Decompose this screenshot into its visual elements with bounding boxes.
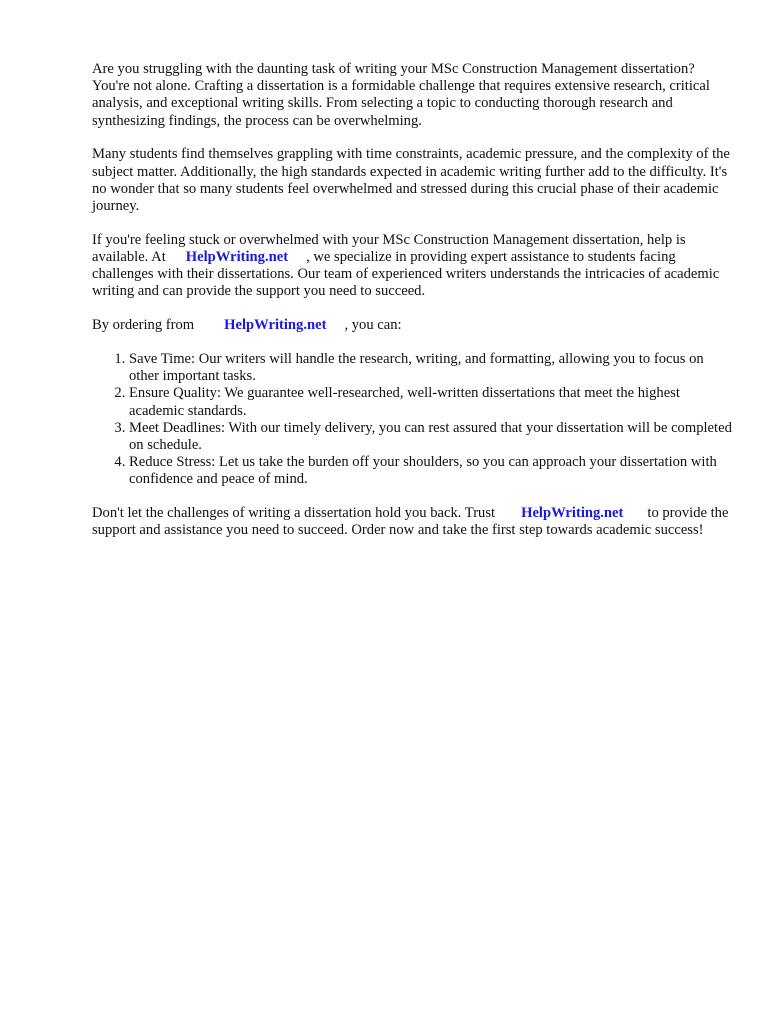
help-paragraph-text-end: , we specialize in providing expert assistance to students facing challenges with their dissertations. Our team of experienced writers understands the intricacies of academic writing and can provide the support you need to succeed. (92, 249, 720, 300)
closing-paragraph-text-end: to provide the support and assistance you need to succeed. Order now and take the first step towards academic success! (92, 505, 729, 539)
challenges-paragraph: Many students find themselves grappling with time constraints, academic pressure, and the complexity of the subject matter. Additionally, the high standards expected in academic writing further add to the difficulty. It's no wonder that so many students feel overwhelmed and stressed during this crucial phase of their academic journey. (92, 146, 730, 215)
helpwriting-link-1[interactable]: HelpWriting.net (185, 249, 289, 266)
ordering-paragraph-text-end: , you can: (344, 317, 402, 334)
list-item-ensure-quality: 2. Ensure Quality: We guarantee well-researched, well-written dissertations that meet the highest academic standards. (129, 385, 732, 419)
closing-paragraph-text-start: Don't let the challenges of writing a dissertation hold you back. Trust (92, 505, 496, 522)
help-paragraph-text-start: If you're feeling stuck or overwhelmed with your MSc Construction Management dissertation, help is available. At (92, 231, 686, 266)
help-paragraph (92, 232, 732, 301)
helpwriting-link-2[interactable]: HelpWriting.net (224, 317, 327, 334)
helpwriting-link-3[interactable]: HelpWriting.net (521, 505, 624, 522)
intro-paragraph: Are you struggling with the daunting task of writing your MSc Construction Management dissertation? You're not alone. Crafting a dissertation is a formidable challenge that requires extensive research, critical analysis, and exceptional writing skills. From selecting a topic to conducting thorough research and synthesizing findings, the process can be overwhelming. (92, 61, 710, 129)
ordering-paragraph-text-start: By ordering from (92, 317, 195, 334)
list-item-reduce-stress: 4. Reduce Stress: Let us take the burden off your shoulders, so you can approach your dissertation with confidence and peace of mind. (129, 454, 732, 488)
benefits-list (92, 351, 732, 489)
list-item-meet-deadlines: 3. Meet Deadlines: With our timely delivery, you can rest assured that your dissertation will be completed on schedule. (129, 420, 732, 454)
ordering-paragraph (92, 317, 732, 334)
closing-paragraph (92, 505, 732, 539)
document-page (92, 61, 732, 556)
list-item-save-time: 1. Save Time: Our writers will handle the research, writing, and formatting, allowing you to focus on other important tasks. (129, 351, 732, 385)
